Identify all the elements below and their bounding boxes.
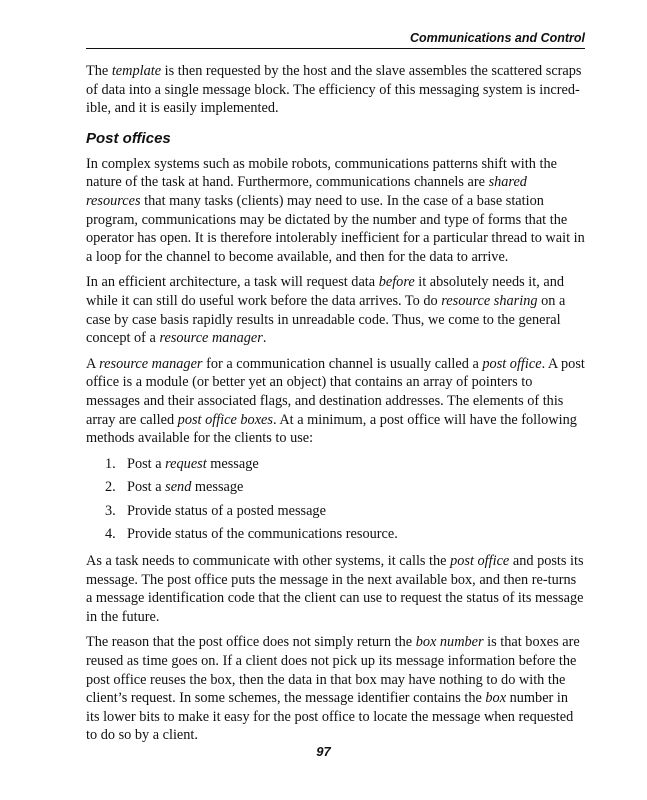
paragraph-1 <box>86 155 585 267</box>
list-item-text-end: message <box>191 479 244 496</box>
p2-italic-2: resource sharing <box>441 292 538 309</box>
list-item-number: 1. <box>105 455 116 472</box>
paragraph-3 <box>86 355 585 448</box>
paragraph-4 <box>86 552 585 626</box>
intro-text-2: is then requested by the host and the slave assembles the scattered scraps of data into a single message block. The efficiency of this messaging system is incred-ible, and it is easily implemented. <box>86 63 582 117</box>
list-item-text: Provide status of the communications resource. <box>127 526 398 543</box>
list-item <box>105 502 585 521</box>
list-item-italic: request <box>165 455 207 472</box>
paragraph-2 <box>86 273 585 347</box>
list-item-text: Provide status of a posted message <box>127 502 326 519</box>
p3-text-3: . A post office is a module (or better yet an object) that contains an array of pointers to messages and their associated flags, and destination addresses. The elements of this array are called <box>86 355 585 428</box>
list-item-text-end: message <box>206 455 259 472</box>
p5-italic-2: box <box>485 690 507 707</box>
intro-paragraph <box>86 62 585 118</box>
p2-text-2: it absolutely needs it, and while it can still do useful work before the data arrives. To do <box>86 274 564 309</box>
list-item-text: Post a <box>127 479 166 496</box>
p1-italic-1: shared resources <box>86 174 527 209</box>
p5-italic-1: box number <box>415 634 484 651</box>
p5-text-3: number in its lower bits to make it easy for the post office to locate the message when requested to do so by a client. <box>86 690 574 744</box>
p2-italic-1: before <box>378 274 415 291</box>
p3-text-2: for a communication channel is usually called a <box>202 355 483 372</box>
p2-text-4: . <box>262 330 267 347</box>
p1-text-1: In complex systems such as mobile robots, communications patterns shift with the nature of the task at hand. Furthermore, communications channels are <box>86 155 557 191</box>
list-item <box>105 455 585 474</box>
p2-text-1: In an efficient architecture, a task will request data <box>86 274 379 291</box>
methods-list <box>105 455 585 544</box>
list-item-text: Post a <box>127 455 166 472</box>
page-number: 97 <box>316 744 331 759</box>
list-item-number: 2. <box>105 479 116 496</box>
list-item-number: 3. <box>105 502 116 519</box>
p3-italic-1: resource manager <box>99 355 203 372</box>
list-item-italic: send <box>165 479 192 496</box>
p4-italic-1: post office <box>450 553 510 570</box>
intro-text-1: The <box>86 63 112 79</box>
intro-italic-template: template <box>111 63 162 79</box>
p5-text-1: The reason that the post office does not simply return the <box>86 634 416 651</box>
p2-text-3: on a case by case basis rapidly results in unreadable code. Thus, we come to the general concept of a <box>86 292 566 347</box>
list-item <box>105 478 585 497</box>
running-header <box>86 31 585 49</box>
p3-text-1: A <box>86 355 100 372</box>
p2-italic-3: resource manager <box>159 330 263 347</box>
list-item-number: 4. <box>105 526 116 543</box>
p3-italic-2: post office <box>482 355 542 372</box>
p3-italic-3: post office boxes <box>177 411 273 428</box>
section-heading: Post offices <box>86 129 171 147</box>
p4-text-1: As a task needs to communicate with other systems, it calls the <box>86 553 451 570</box>
p3-text-4: . At a minimum, a post office will have the following methods available for the clients to use: <box>86 411 577 447</box>
header-title: Communications and Control <box>410 31 585 45</box>
p1-text-2: that many tasks (clients) may need to use. In the case of a base station program, communications may be dictated by the number and type of forms that the operator has open. It is therefore intolerably inefficient for a particular thread to wait in a loop for the channel to become available, and then for the data to arrive. <box>86 192 585 265</box>
paragraph-5 <box>86 633 585 745</box>
page-body <box>86 62 585 752</box>
list-item <box>105 525 585 544</box>
p5-text-2: is that boxes are reused as time goes on. If a client does not pick up its message information before the post office reuses the box, then the data in that box may have nothing to do with the client’s request. In some schemes, the message identifier contains the <box>86 634 580 707</box>
p4-text-2: and posts its message. The post office puts the message in the next available box, and then re-turns a message identification code that the client can use to request the status of its message in the future. <box>86 553 584 625</box>
